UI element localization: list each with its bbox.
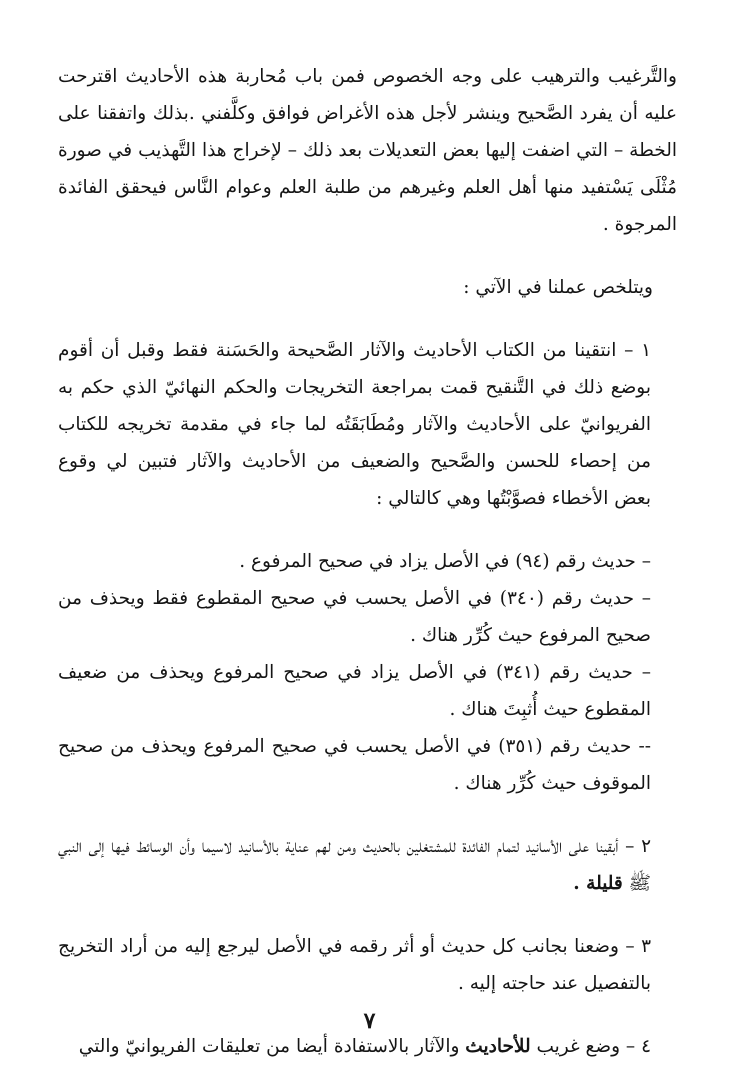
section-2-paragraph	[58, 828, 677, 902]
correction-item: -- حديث رقم (٣٥١) في الأصل يحسب في صحيح المرفوع ويحذف من صحيح الموقوف حيث كُرِّر هناك .	[58, 736, 651, 794]
section-4-emphasis: للأحاديث	[465, 1036, 531, 1057]
section-4-after: والآثار بالاستفادة أيضا من تعليقات الفريوانيّ والتي	[78, 1036, 466, 1057]
section-1-paragraph: ١ – انتقينا من الكتاب الأحاديث والآثار الصَّحيحة والحَسَنة فقط وقبل أن أقوم بوضع ذلك في التَّنقيح قمت بمراجعة التخريجات والحكم النهائيّ الذي حكم به الفريوانيّ على الأحاديث والآثار ومُطَابَقَتُه لما جاء في مقدمة تخريجه للكتاب من إحصاء للحسن والصَّحيح والضعيف من الأحاديث والآثار فتبين لي وقوع بعض الأخطاء فصوَّبْتُها وهي كالتالي :	[58, 340, 651, 509]
page-number: ٧	[363, 1008, 376, 1034]
honorific-glyph: ﷺ	[628, 873, 651, 894]
spacer	[58, 517, 677, 543]
section-2-emphasis: قليلة .	[573, 873, 623, 894]
section-3-paragraph: ٣ – وضعنا بجانب كل حديث أو أثر رقمه في الأصل ليرجع إليه من أراد التخريج بالتفصيل عند حاجته إليه .	[58, 936, 651, 994]
summary-heading: ويتلخص عملنا في الآتي :	[463, 277, 653, 298]
corrections-list	[58, 543, 677, 802]
spacer	[58, 902, 677, 928]
spacer	[58, 243, 677, 269]
section-4-before: ٤ – وضع غريب	[530, 1036, 651, 1057]
correction-item: – حديث رقم (٩٤) في الأصل يزاد في صحيح المرفوع .	[239, 551, 651, 572]
spacer	[58, 802, 677, 828]
intro-paragraph: والتَّرغيب والترهيب على وجه الخصوص فمن باب مُحاربة هذه الأحاديث اقترحت عليه أن يفرد الصَّحيح وينشر لأجل هذه الأغراض فوافق وكلَّفني .بذلك واتفقنا على الخطة – التي اضفت إليها بعض التعديلات بعد ذلك – لإخراج هذا التَّهذيب في صورة مُثْلَى يَسْتفيد منها أهل العلم وغيرهم من طلبة العلم وعوام النَّاس فيحقق الفائدة المرجوة .	[58, 66, 677, 235]
section-2-text: ٢ – أبقينا على الأسانيد لتمام الفائدة للمشتغلين بالحديث ومن لهم عناية بالأسانيد لاسيما وأن الوسائط فيها إلى النبي	[58, 836, 651, 857]
correction-item: – حديث رقم (٣٤١) في الأصل يزاد في صحيح المرفوع ويحذف من ضعيف المقطوع حيث أُثبِتَ هناك .	[58, 662, 651, 720]
spacer	[58, 306, 677, 332]
correction-item: – حديث رقم (٣٤٠) في الأصل يحسب في صحيح المقطوع فقط ويحذف من صحيح المرفوع حيث كُرِّر هناك .	[58, 588, 651, 646]
